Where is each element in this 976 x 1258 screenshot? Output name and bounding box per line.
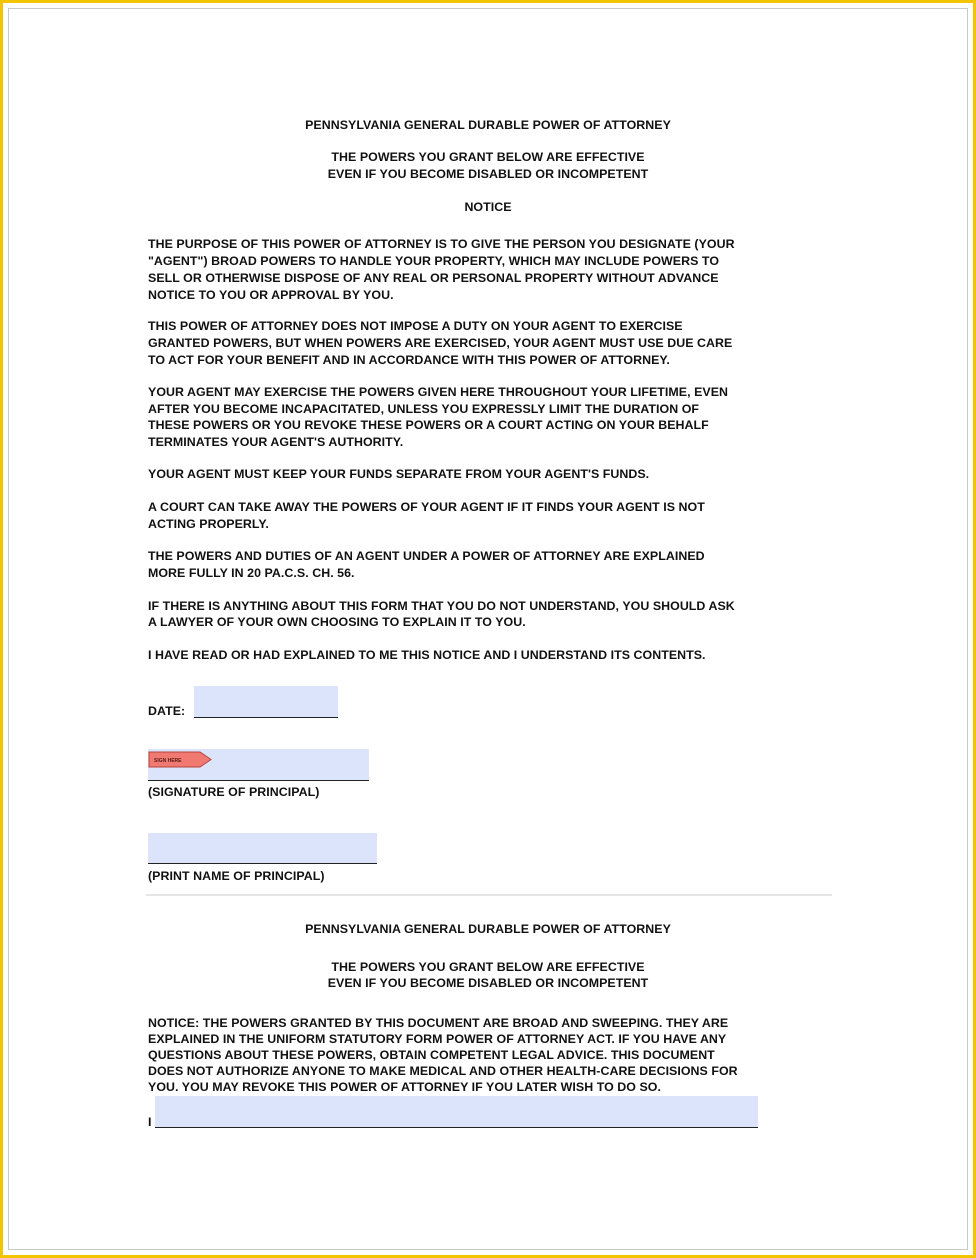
notice-text-line: TO ACT FOR YOUR BENEFIT AND IN ACCORDANCE WITH THIS POWER OF ATTORNEY. [148,353,670,367]
notice-text-line: I HAVE READ OR HAD EXPLAINED TO ME THIS NOTICE AND I UNDERSTAND ITS CONTENTS. [148,648,706,662]
page-2-notice-line: QUESTIONS ABOUT THESE POWERS, OBTAIN COMPETENT LEGAL ADVICE. THIS DOCUMENT [148,1048,715,1062]
notice-text-line: THESE POWERS OR YOU REVOKE THESE POWERS OR A COURT ACTING ON YOUR BEHALF [148,418,709,432]
notice-text-line: NOTICE TO YOU OR APPROVAL BY YOU. [148,288,394,302]
subtitle-line-2: EVEN IF YOU BECOME DISABLED OR INCOMPETENT [327,167,649,181]
notice-text-line: MORE FULLY IN 20 PA.C.S. CH. 56. [148,566,355,580]
print-name-underline [148,863,377,864]
principal-name-input[interactable] [155,1096,758,1127]
page-2-notice-line: YOU. YOU MAY REVOKE THIS POWER OF ATTORNEY IF YOU LATER WISH TO DO SO. [148,1080,661,1094]
page-2-notice-line: NOTICE: THE POWERS GRANTED BY THIS DOCUMENT ARE BROAD AND SWEEPING. THEY ARE [148,1016,729,1030]
notice-text-line: YOUR AGENT MAY EXERCISE THE POWERS GIVEN HERE THROUGHOUT YOUR LIFETIME, EVEN [148,385,729,399]
notice-text-line: "AGENT") BROAD POWERS TO HANDLE YOUR PROPERTY, WHICH MAY INCLUDE POWERS TO [148,254,720,268]
sign-here-label: SIGN HERE [154,758,182,764]
notice-text-line: THE POWERS AND DUTIES OF AN AGENT UNDER A POWER OF ATTORNEY ARE EXPLAINED [148,549,705,563]
subtitle-line-1: THE POWERS YOU GRANT BELOW ARE EFFECTIVE [331,150,645,164]
print-name-caption: (PRINT NAME OF PRINCIPAL) [148,869,325,883]
notice-text-line: A LAWYER OF YOUR OWN CHOOSING TO EXPLAIN IT TO YOU. [148,615,526,629]
page-title: PENNSYLVANIA GENERAL DURABLE POWER OF ATTORNEY [305,118,671,132]
date-input[interactable] [194,686,338,717]
notice-text-line: A COURT CAN TAKE AWAY THE POWERS OF YOUR AGENT IF IT FINDS YOUR AGENT IS NOT [148,500,705,514]
page-2-subtitle-line-2: EVEN IF YOU BECOME DISABLED OR INCOMPETENT [327,976,649,990]
signature-caption: (SIGNATURE OF PRINCIPAL) [148,785,320,799]
date-underline [194,717,338,718]
notice-text-line: YOUR AGENT MUST KEEP YOUR FUNDS SEPARATE FROM YOUR AGENT'S FUNDS. [148,467,650,481]
notice-text-line: THE PURPOSE OF THIS POWER OF ATTORNEY IS TO GIVE THE PERSON YOU DESIGNATE (YOUR [148,237,735,251]
notice-text-line: TERMINATES YOUR AGENT'S AUTHORITY. [148,435,404,449]
print-name-input[interactable] [148,833,377,863]
sign-here-tag[interactable] [148,751,212,768]
page-2-notice-line: EXPLAINED IN THE UNIFORM STATUTORY FORM POWER OF ATTORNEY ACT. IF YOU HAVE ANY [148,1032,727,1046]
page-separator [146,894,832,896]
page-2-title: PENNSYLVANIA GENERAL DURABLE POWER OF ATTORNEY [305,922,671,936]
notice-text-line: GRANTED POWERS, BUT WHEN POWERS ARE EXERCISED, YOUR AGENT MUST USE DUE CARE [148,336,733,350]
notice-heading: NOTICE [464,200,512,214]
page-2-subtitle-line-1: THE POWERS YOU GRANT BELOW ARE EFFECTIVE [331,960,645,974]
page-2-notice-line: DOES NOT AUTHORIZE ANYONE TO MAKE MEDICAL AND OTHER HEALTH-CARE DECISIONS FOR [148,1064,738,1078]
notice-text-line: AFTER YOU BECOME INCAPACITATED, UNLESS YOU EXPRESSLY LIMIT THE DURATION OF [148,402,699,416]
notice-text-line: SELL OR OTHERWISE DISPOSE OF ANY REAL OR PERSONAL PROPERTY WITHOUT ADVANCE [148,271,719,285]
principal-name-underline [155,1127,758,1128]
notice-text-line: IF THERE IS ANYTHING ABOUT THIS FORM THAT YOU DO NOT UNDERSTAND, YOU SHOULD ASK [148,599,735,613]
name-prefix: I [148,1115,152,1129]
date-label: DATE: [148,704,186,718]
notice-text-line: THIS POWER OF ATTORNEY DOES NOT IMPOSE A DUTY ON YOUR AGENT TO EXERCISE [148,319,683,333]
signature-underline [148,780,369,781]
notice-text-line: ACTING PROPERLY. [148,517,269,531]
